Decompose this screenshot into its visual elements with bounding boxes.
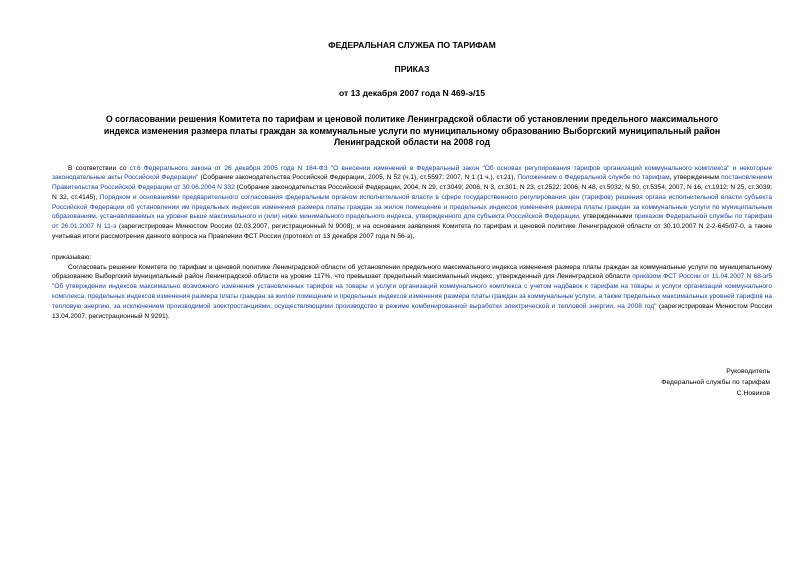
signature-organization: Федеральной службы по тарифам	[661, 379, 770, 386]
document-body	[52, 164, 772, 322]
fst-order-68e5-link[interactable]: приказом ФСТ России от 11.04.2007 N 68-э/5 "Об утверждении индексов максимально возможного изменения установленных тарифов на товары и услуги организаций коммунального комплекса с учетом надбавок к тарифам на товары и услуги организаций коммунального комплекса, предельных индексов изменения размера платы граждан за жилое помещение и предельных индексов изменения размера платы граждан за коммунальные услуги, а также предельных максимальных уровней тарифов на тепловую энергию, за исключением производимой электростанциями, осуществляющими производство в режиме комбинированной выработки электрической и тепловой энергии, на 2008 год"	[52, 273, 772, 310]
spacer	[52, 242, 772, 253]
approval-procedure-link[interactable]: Порядком и основаниями предварительного согласования федеральным органом исполнительной власти в сфере государственного регулирования цен (тарифов) решения органа исполнительной власти субъекта Российской Федерации об установлении им предельных индексов изменения размера платы граждан за жилое помещение и предельных индексов изменения размера платы граждан за коммунальные услуги по муниципальным образованиям, устанавливаемых на уровне выше максимального и (или) ниже минимального предельного индекса, утвержденного для субъекта Российской Федерации	[52, 193, 772, 221]
fst-order-11e-link[interactable]: приказом Федеральной службы по тарифам от 26.01.2007 N 11-э	[52, 213, 772, 231]
text-span: (зарегистрирован Минюстом России 13.04.2007, регистрационный N 9291).	[52, 302, 773, 320]
text-span: (зарегистрирован Минюстом России 02.03.2007, регистрационный N 9008), и на основании заявления Комитета по тарифам и ценовой политике Ленинградской области от 30.10.2007 N 2-2-645/07-0, а также учитывая итоги рассмотрения данного вопроса на Правлении ФСТ России (протокол от 13 декабря 2007 года N 56-э),	[52, 223, 772, 241]
law-184-fz-link[interactable]: ст.6 Федерального закона от 26 декабря 2005 года N 184-ФЗ "О внесении изменений в Федеральный закон "Об основах регулирования тарифов организаций коммунального комплекса" и некоторые законодательные акты Российской Федерации"	[52, 164, 772, 182]
document-title: О согласовании решения Комитета по тарифам и ценовой политике Ленинградской области об установлении предельного максимального индекса изменения размера платы граждан за коммунальные услуги по муниципальному образованию Выборгский муниципальный район Ленинградской области на 2008 год	[103, 114, 721, 147]
signature-name: С.Новиков	[736, 390, 770, 397]
text-span: , утвержденным	[669, 174, 722, 182]
government-resolution-332-link[interactable]: постановлением Правительства Российской Федерации от 30.06.2004 N 332	[52, 174, 773, 192]
text-span: В соответствии со	[68, 164, 130, 172]
text-span: , утвержденными	[579, 213, 635, 221]
fst-regulation-link[interactable]: Положением о Федеральной службе по тарифам	[517, 174, 670, 182]
document-date: от 13 декабря 2007 года N 469-э/15	[339, 88, 485, 98]
text-span: (Собрание законодательства Российской Федерации, 2004, N 29, ст.3049; 2006, N 3, ст.301, N 23, ст.2522; 2006, N 48, ст.5032; N 50, ст.5354; 2007, N 16, ст.1912; N 25, ст.3039; N 32, ст.4145),	[52, 184, 772, 201]
text-span: Согласовать решение Комитета по тарифам и ценовой политике Ленинградской области об установлении предельного максимального индекса изменения размера платы граждан за коммунальные услуги по муниципальному образованию Выборгский муниципальный район Ленинградской области на уровне 117%, что превышает предельный максимальный индекс, утвержденный для Ленинградской области	[52, 263, 772, 281]
order-word: приказываю:	[52, 253, 92, 261]
organization-name: ФЕДЕРАЛЬНАЯ СЛУЖБА ПО ТАРИФАМ	[328, 40, 496, 50]
document-type: ПРИКАЗ	[394, 64, 430, 74]
text-span: (Собрание законодательства Российской Федерации, 2005, N 52 (ч.1), ст.5597; 2007, N 1 (1 ч.), ст.21),	[198, 174, 518, 182]
resolution-paragraph	[52, 263, 772, 322]
signature-block	[661, 366, 770, 399]
signature-position: Руководитель	[726, 368, 770, 375]
preamble-paragraph	[52, 164, 772, 242]
